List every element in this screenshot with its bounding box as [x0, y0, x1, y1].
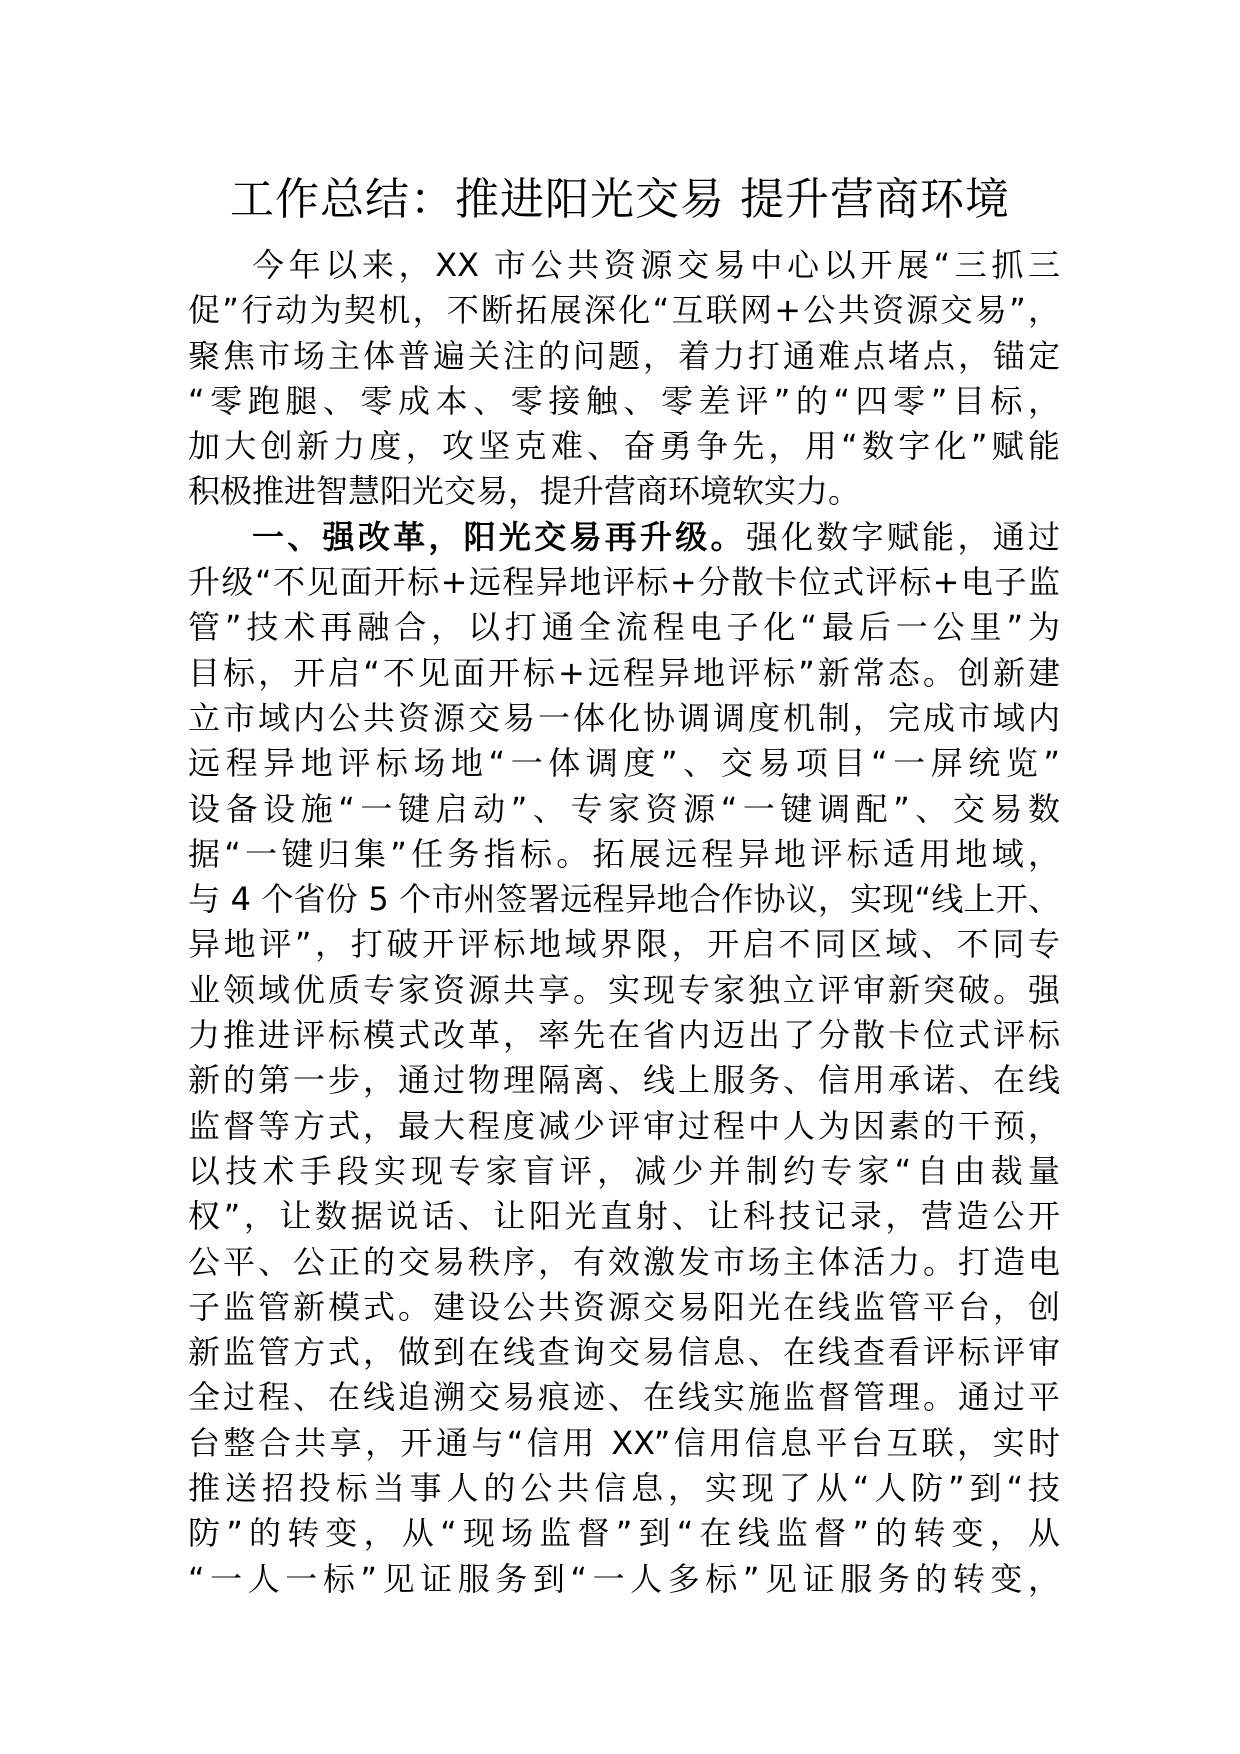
text-line — [188, 1013, 1060, 1058]
text-line — [188, 651, 1060, 696]
line-text: 异地评”，打破开评标地域界限，开启不同区域、不同专 — [188, 925, 1060, 964]
text-line — [188, 1557, 1060, 1602]
text-line — [188, 922, 1060, 967]
line-text: 防”的转变，从“现场监督”到“在线监督”的转变，从 — [188, 1514, 1060, 1553]
line-text: 远程异地评标场地“一体调度”、交易项目“一屏统览” — [188, 744, 1060, 783]
line-text: 强化数字赋能，通过 — [745, 517, 1060, 556]
line-text: 聚焦市场主体普遍关注的问题，着力打通难点堵点，锚定 — [188, 336, 1060, 375]
line-text: 业领域优质专家资源共享。实现专家独立评审新突破。强 — [188, 970, 1060, 1009]
text-line — [188, 1375, 1060, 1420]
line-text: “一人一标”见证服务到“一人多标”见证服务的转变， — [188, 1559, 1060, 1598]
text-line — [188, 379, 1060, 424]
text-line — [188, 515, 1060, 560]
line-text: 台整合共享，开通与“信用 XX”信用信息平台互联，实时 — [188, 1423, 1060, 1462]
text-line — [188, 605, 1060, 650]
text-line — [188, 288, 1060, 333]
line-text: 新的第一步，通过物理隔离、线上服务、信用承诺、在线 — [188, 1061, 1060, 1100]
line-text: 立市域内公共资源交易一体化协调调度机制，完成市域内 — [188, 698, 1060, 737]
text-line — [188, 424, 1060, 469]
text-line — [188, 1104, 1060, 1149]
line-text: 设备设施“一键启动”、专家资源“一键调配”、交易数 — [188, 789, 1060, 828]
line-text: 力推进评标模式改革，率先在省内迈出了分散卡位式评标 — [188, 1016, 1060, 1055]
text-line — [188, 1240, 1060, 1285]
line-text: 促”行动为契机，不断拓展深化“互联网+公共资源交易”， — [188, 291, 1060, 330]
line-text: 积极推进智慧阳光交易，提升营商环境软实力。 — [188, 472, 861, 511]
line-text: 新监管方式，做到在线查询交易信息、在线查看评标评审 — [188, 1333, 1060, 1372]
text-line — [188, 1421, 1060, 1466]
line-text: 监督等方式，最大程度减少评审过程中人为因素的干预， — [188, 1106, 1060, 1145]
line-text: 目标，开启“不见面开标+远程异地评标”新常态。创新建 — [188, 653, 1060, 692]
text-line — [188, 1285, 1060, 1330]
line-text: 管”技术再融合，以打通全流程电子化“最后一公里”为 — [188, 608, 1060, 647]
text-line — [188, 877, 1060, 922]
line-text: 升级“不见面开标+远程异地评标+分散卡位式评标+电子监 — [188, 563, 1060, 602]
document-body — [188, 243, 1060, 1602]
line-text: 加大创新力度，攻坚克难、奋勇争先，用“数字化”赋能 — [188, 427, 1060, 466]
text-line — [188, 787, 1060, 832]
text-line — [188, 243, 1060, 288]
line-text: 据“一键归集”任务指标。拓展远程异地评标适用地域， — [188, 834, 1060, 873]
line-text: 与 4 个省份 5 个市州签署远程异地合作协议，实现“线上开、 — [188, 880, 1060, 919]
line-text: 今年以来，XX 市公共资源交易中心以开展“三抓三 — [252, 246, 1060, 284]
line-text: 全过程、在线追溯交易痕迹、在线实施监督管理。通过平 — [188, 1378, 1060, 1417]
line-text: 以技术手段实现专家盲评，减少并制约专家“自由裁量 — [188, 1151, 1060, 1190]
text-line — [188, 832, 1060, 877]
text-line — [188, 334, 1060, 379]
document-title: 工作总结：推进阳光交易 提升营商环境 — [230, 174, 1010, 225]
text-line — [188, 968, 1060, 1013]
line-text: 公平、公正的交易秩序，有效激发市场主体活力。打造电 — [188, 1242, 1060, 1281]
line-text: 子监管新模式。建设公共资源交易阳光在线监管平台，创 — [188, 1287, 1060, 1326]
text-line — [188, 560, 1060, 605]
text-line — [188, 1466, 1060, 1511]
line-text: 权”，让数据说话、让阳光直射、让科技记录，营造公开 — [188, 1197, 1060, 1236]
text-line — [188, 741, 1060, 786]
text-line — [188, 469, 1060, 514]
text-line — [188, 1058, 1060, 1103]
text-line — [188, 1511, 1060, 1556]
section-heading: 一、强改革，阳光交易再升级。 — [252, 517, 746, 556]
text-line — [188, 1330, 1060, 1375]
text-line — [188, 1194, 1060, 1239]
line-text: “零跑腿、零成本、零接触、零差评”的“四零”目标， — [188, 381, 1060, 420]
line-text: 推送招投标当事人的公共信息，实现了从“人防”到“技 — [188, 1469, 1060, 1508]
text-line — [188, 1149, 1060, 1194]
text-line — [188, 696, 1060, 741]
